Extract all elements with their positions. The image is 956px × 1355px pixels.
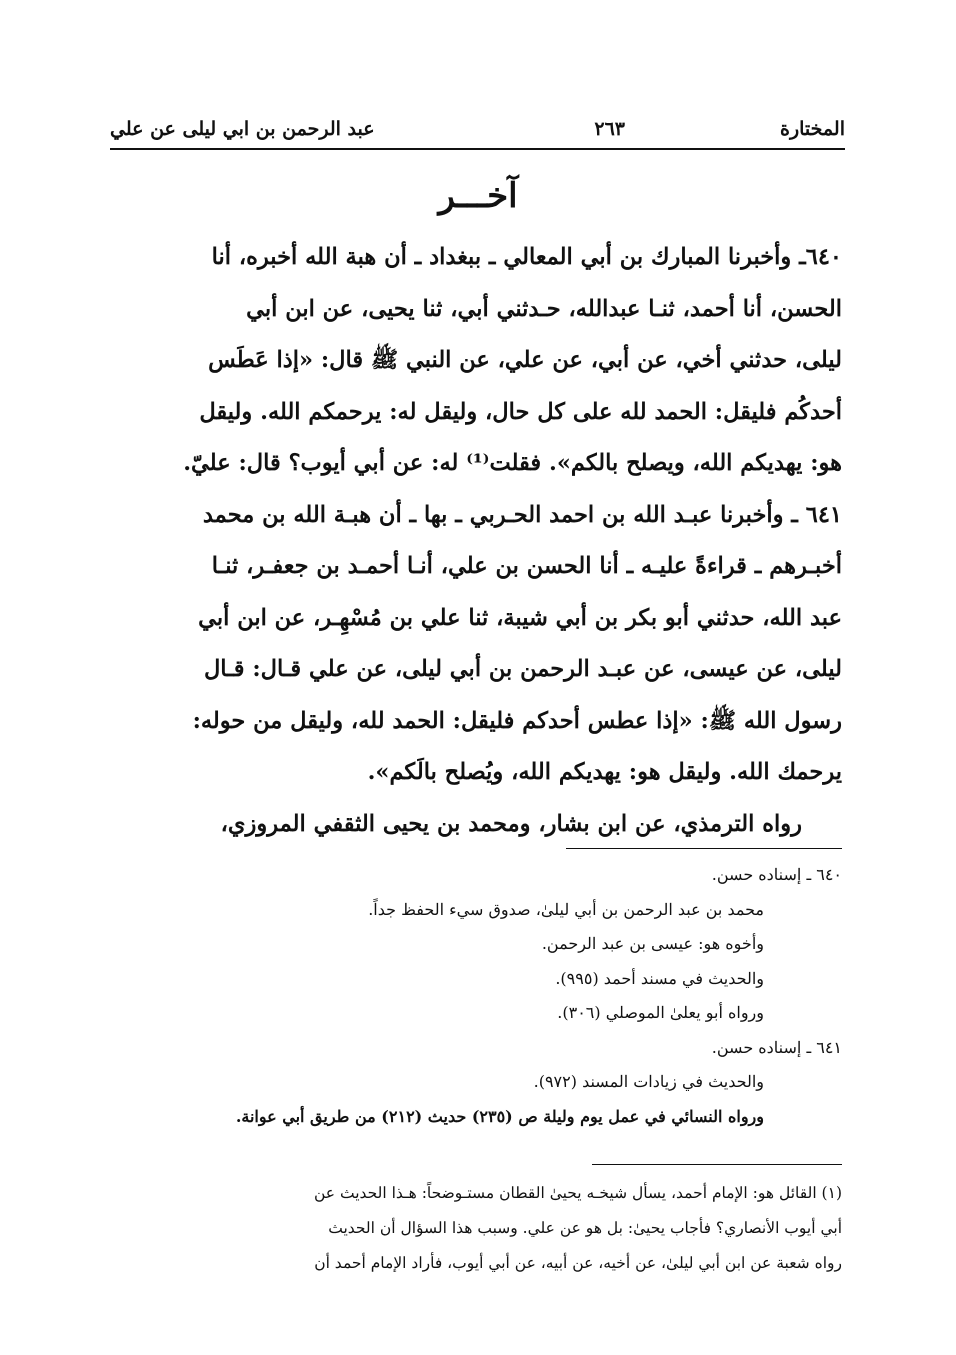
note-line: ورواه النسائي في عمل يوم وليلة ص (٢٣٥) حديث (٢١٢) من طريق أبي عوانة. — [235, 1106, 764, 1126]
note-line: وأخوه هو: عيسى بن عبد الرحمن. — [541, 934, 764, 953]
text-line: رسول الله ﷺ: «إذا عطس أحدكم فليقل: الحمد لله، وليقل من حوله: — [192, 707, 842, 734]
text-line: ٦٤٠ـ وأخبرنا المبارك بن أبي المعالي ـ ببغداد ـ أن هبة الله أخبره، أنا — [211, 244, 842, 270]
page-number: ٢٦٣ — [594, 118, 625, 140]
text-line: رواه الترمذي، عن ابن بشار، ومحمد بن يحيى الثقفي المروزي، — [220, 810, 802, 837]
note-line: والحديث في زيادات المسند (٩٧٢). — [533, 1072, 764, 1091]
hadith-notes — [112, 858, 842, 1134]
note-heading: ٦٤٠ ـ إسناده حسن. — [711, 865, 842, 884]
main-text — [112, 232, 842, 850]
note-line: ورواه أبو يعلىٰ الموصلي (٣٠٦). — [557, 1003, 764, 1022]
text-line: ليلى، عن عيسى، عن عبـد الرحمن بن أبي ليلى، عن علي قـال: قـال — [203, 656, 842, 682]
note-line: محمد بن عبد الرحمن بن أبي ليلىٰ، صدوق سيء الحفظ جداً. — [368, 899, 764, 919]
footnote-divider — [592, 1164, 842, 1165]
footnote-line: أبي أيوب الأنصاري؟ فأجاب يحيىٰ: بل هو عن علي. وسبب هذا السؤال أن الحديث — [328, 1219, 842, 1237]
text-line: أخبـرهم ـ قراءةً عليـه ـ أنا الحسن بن علي، أنـا أحمـد بن جعفـر، ثنـا — [211, 553, 842, 579]
text-line: ليلى، حدثني أخي، عن أبي، عن علي، عن النبي ﷺ قال: «إذا عَطَس — [208, 347, 842, 373]
text-line: عبد الله، حدثني أبو بكر بن أبي شيبة، ثنا علي بن مُسْهِـر، عن ابن أبي — [198, 604, 842, 631]
text-line: أحدكُم فليقل: الحمد لله على كل حال، وليقل له: يرحمكم الله. وليقل — [199, 398, 842, 425]
book-title: المختارة — [780, 118, 845, 140]
chapter-title: آخـــر — [438, 176, 518, 216]
text-line: يرحمك الله. وليقل هو: يهديكم الله، ويُصلح بالَكم». — [367, 759, 842, 785]
running-head — [110, 112, 845, 150]
text-line: الحسن، أنا أحمد، ثنـا عبدالله، حـدثني أبي، ثنا يحيى، عن ابن أبي — [246, 295, 842, 322]
note-heading: ٦٤١ ـ إسناده حسن. — [711, 1037, 842, 1057]
text-line: هو: يهديكم الله، ويصلح بالكم». فقلت⁽¹⁾ له: عن أبي أيوب؟ قال: عليّ. — [183, 450, 842, 476]
footnote-line: (١) القائل هو: الإمام أحمد، يسأل شيخـه يحيىٰ القطان مستـوضحاً: هـذا الحديث عن — [314, 1184, 842, 1202]
text-line: ٦٤١ ـ وأخبرنا عبـد الله بن احمد الحـربي ـ بها ـ أن هبـة الله بن محمد — [202, 501, 842, 528]
notes-divider — [566, 848, 842, 849]
section-title: عبد الرحمن بن ابي ليلى عن علي — [110, 118, 375, 140]
footnote — [112, 1176, 842, 1281]
footnote-line: رواه شعبة عن ابن أبي ليلىٰ، عن أخيه، عن أبيه، عن أبي أيوب، فأراد الإمام أحمد أن — [314, 1254, 842, 1272]
note-line: والحديث في مسند أحمد (٩٩٥). — [555, 968, 764, 988]
